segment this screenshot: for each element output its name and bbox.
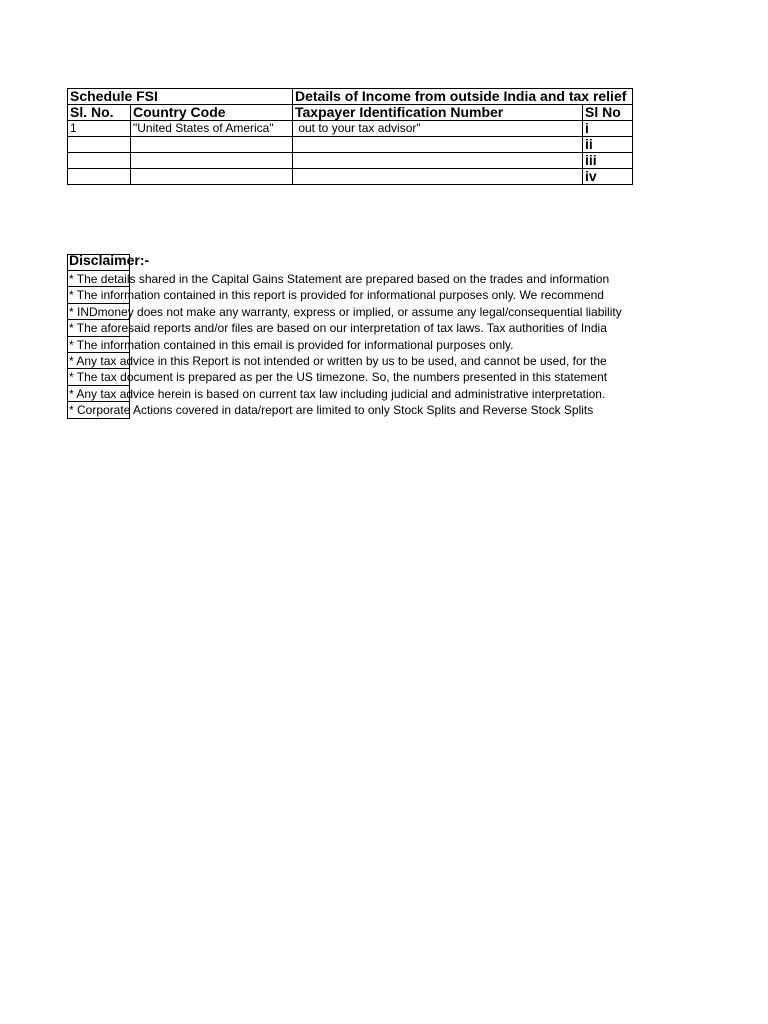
header-sl-no: Sl. No. xyxy=(68,105,131,121)
cell-tin xyxy=(293,153,583,169)
cell-si-no: ii xyxy=(583,137,633,153)
schedule-title-row xyxy=(68,89,633,105)
header-tin: Taxpayer Identification Number xyxy=(293,105,583,121)
cell-sl-no xyxy=(68,153,131,169)
cell-sl-no xyxy=(68,169,131,185)
disclaimer-line: * The details shared in the Capital Gains Statement are prepared based on the trades and information xyxy=(67,271,622,287)
cell-country-code: "United States of America" xyxy=(131,121,293,137)
cell-country-code xyxy=(131,137,293,153)
table-row xyxy=(68,121,633,137)
header-si-no: Sl No xyxy=(583,105,633,121)
cell-tin xyxy=(293,169,583,185)
cell-country-code xyxy=(131,169,293,185)
table-row xyxy=(68,137,633,153)
disclaimer-line: * INDmoney does not make any warranty, express or implied, or assume any legal/consequential liability xyxy=(69,304,622,319)
cell-sl-no xyxy=(68,137,131,153)
disclaimer-line: * The information contained in this report is provided for informational purposes only. We recommend xyxy=(67,287,622,303)
table-row xyxy=(68,153,633,169)
schedule-fsi-table-region xyxy=(67,88,633,198)
table-row xyxy=(68,169,633,185)
disclaimer-line: * The information contained in this email is provided for informational purposes only. xyxy=(67,337,622,353)
disclaimer-title: Disclaimer:- xyxy=(69,252,150,268)
disclaimer-line: * The aforesaid reports and/or files are based on our interpretation of tax laws. Tax authorities of India xyxy=(67,320,622,336)
disclaimer-line: * The tax document is prepared as per the US timezone. So, the numbers presented in this statement xyxy=(67,369,622,385)
cell-tin xyxy=(293,137,583,153)
schedule-fsi-table xyxy=(67,88,633,185)
header-row xyxy=(68,105,633,121)
cell-si-no: i xyxy=(583,121,633,137)
disclaimer-line: * Any tax advice herein is based on current tax law including judicial and administrative interpretation. xyxy=(67,386,622,402)
disclaimer-list xyxy=(67,271,622,419)
schedule-title: Schedule FSI xyxy=(68,89,293,105)
disclaimer-line: * Corporate Actions covered in data/report are limited to only Stock Splits and Reverse Stock Splits xyxy=(67,402,622,418)
cell-si-no: iii xyxy=(583,153,633,169)
disclaimer-line: * Any tax advice in this Report is not intended or written by us to be used, and cannot be used, for the xyxy=(67,353,622,369)
cell-country-code xyxy=(131,153,293,169)
disclaimer-section xyxy=(67,252,633,424)
cell-tin: out to your tax advisor" xyxy=(293,121,583,137)
schedule-description: Details of Income from outside India and tax relief xyxy=(293,89,633,105)
cell-sl-no: 1 xyxy=(68,121,131,137)
header-country-code: Country Code xyxy=(131,105,293,121)
cell-si-no: iv xyxy=(583,169,633,185)
